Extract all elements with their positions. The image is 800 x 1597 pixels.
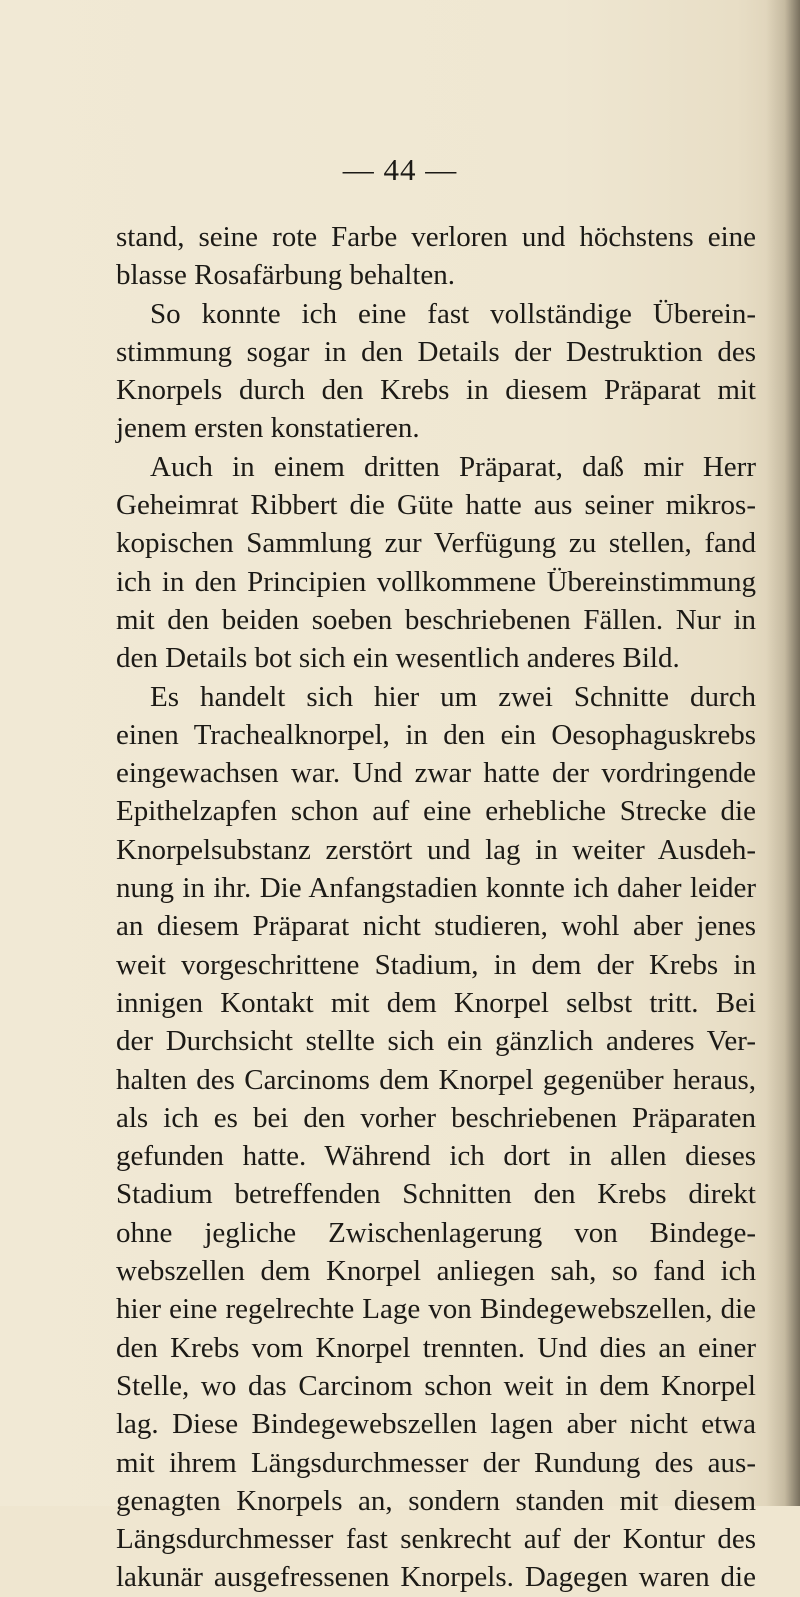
text-line: genagten Knorpels an, sondern standen mit diesem	[116, 1484, 756, 1517]
text-line: ich in den Principien vollkommene Übereinstimmung	[116, 565, 756, 598]
text-line: stand, seine rote Farbe verloren und höchstens eine	[116, 221, 756, 253]
text-line: den Krebs vom Knorpel trennten. Und dies an einer	[116, 1331, 756, 1364]
text-line: halten des Carcinoms dem Knorpel gegenüber heraus,	[116, 1063, 756, 1096]
text-line: webszellen dem Knorpel anliegen sah, so fand ich	[116, 1255, 756, 1288]
text-line: So konnte ich eine fast vollständige Überein-	[150, 297, 756, 330]
text-line: an diesem Präparat nicht studieren, wohl aber jenes	[116, 910, 756, 943]
body-text	[116, 218, 756, 1597]
text-line: als ich es bei den vorher beschriebenen Präparaten	[116, 1101, 756, 1134]
text-line: Knorpels durch den Krebs in diesem Präparat mit	[116, 374, 756, 407]
page-number: — 44 —	[342, 152, 458, 187]
text-line: lakunär ausgefressenen Knorpels. Dagegen waren die	[116, 1561, 756, 1594]
text-line: kopischen Sammlung zur Verfügung zu stellen, fand	[116, 527, 756, 560]
text-line: Es handelt sich hier um zwei Schnitte durch	[150, 680, 756, 713]
text-line: lag. Diese Bindegewebszellen lagen aber nicht etwa	[116, 1408, 756, 1441]
text-line: Stadium betreffenden Schnitten den Krebs direkt	[116, 1178, 756, 1211]
text-line: jenem ersten konstatieren.	[116, 412, 420, 445]
text-line: den Details bot sich ein wesentlich anderes Bild.	[116, 642, 680, 675]
text-line: Auch in einem dritten Präparat, daß mir Herr	[150, 450, 756, 483]
text-line: Stelle, wo das Carcinom schon weit in dem Knorpel	[116, 1369, 756, 1402]
text-line: Knorpelsubstanz zerstört und lag in weiter Ausdeh-	[116, 833, 756, 866]
text-line: ohne jegliche Zwischenlagerung von Bindege-	[116, 1216, 756, 1249]
text-line: Epithelzapfen schon auf eine erhebliche Strecke die	[116, 795, 756, 828]
text-line: innigen Kontakt mit dem Knorpel selbst tritt. Bei	[116, 986, 756, 1019]
text-line: mit den beiden soeben beschriebenen Fällen. Nur in	[116, 603, 756, 636]
text-line: eingewachsen war. Und zwar hatte der vordringende	[116, 757, 756, 790]
text-line: der Durchsicht stellte sich ein gänzlich anderes Ver-	[116, 1025, 756, 1058]
text-line: nung in ihr. Die Anfangstadien konnte ich daher leider	[116, 872, 756, 905]
text-line: einen Trachealknorpel, in den ein Oesophaguskrebs	[116, 718, 756, 751]
text-line: mit ihrem Längsdurchmesser der Rundung des aus-	[116, 1446, 756, 1479]
text-line: gefunden hatte. Während ich dort in allen dieses	[116, 1140, 756, 1173]
text-line: Längsdurchmesser fast senkrecht auf der Kontur des	[116, 1523, 756, 1556]
text-line: hier eine regelrechte Lage von Bindegewebszellen, die	[116, 1293, 756, 1326]
text-line: Geheimrat Ribbert die Güte hatte aus seiner mikros-	[116, 489, 756, 522]
text-line: weit vorgeschrittene Stadium, in dem der Krebs in	[116, 948, 756, 981]
text-line: blasse Rosafärbung behalten.	[116, 259, 456, 292]
page-edge-shadow	[766, 0, 800, 1506]
text-line: stimmung sogar in den Details der Destruktion des	[116, 335, 756, 368]
